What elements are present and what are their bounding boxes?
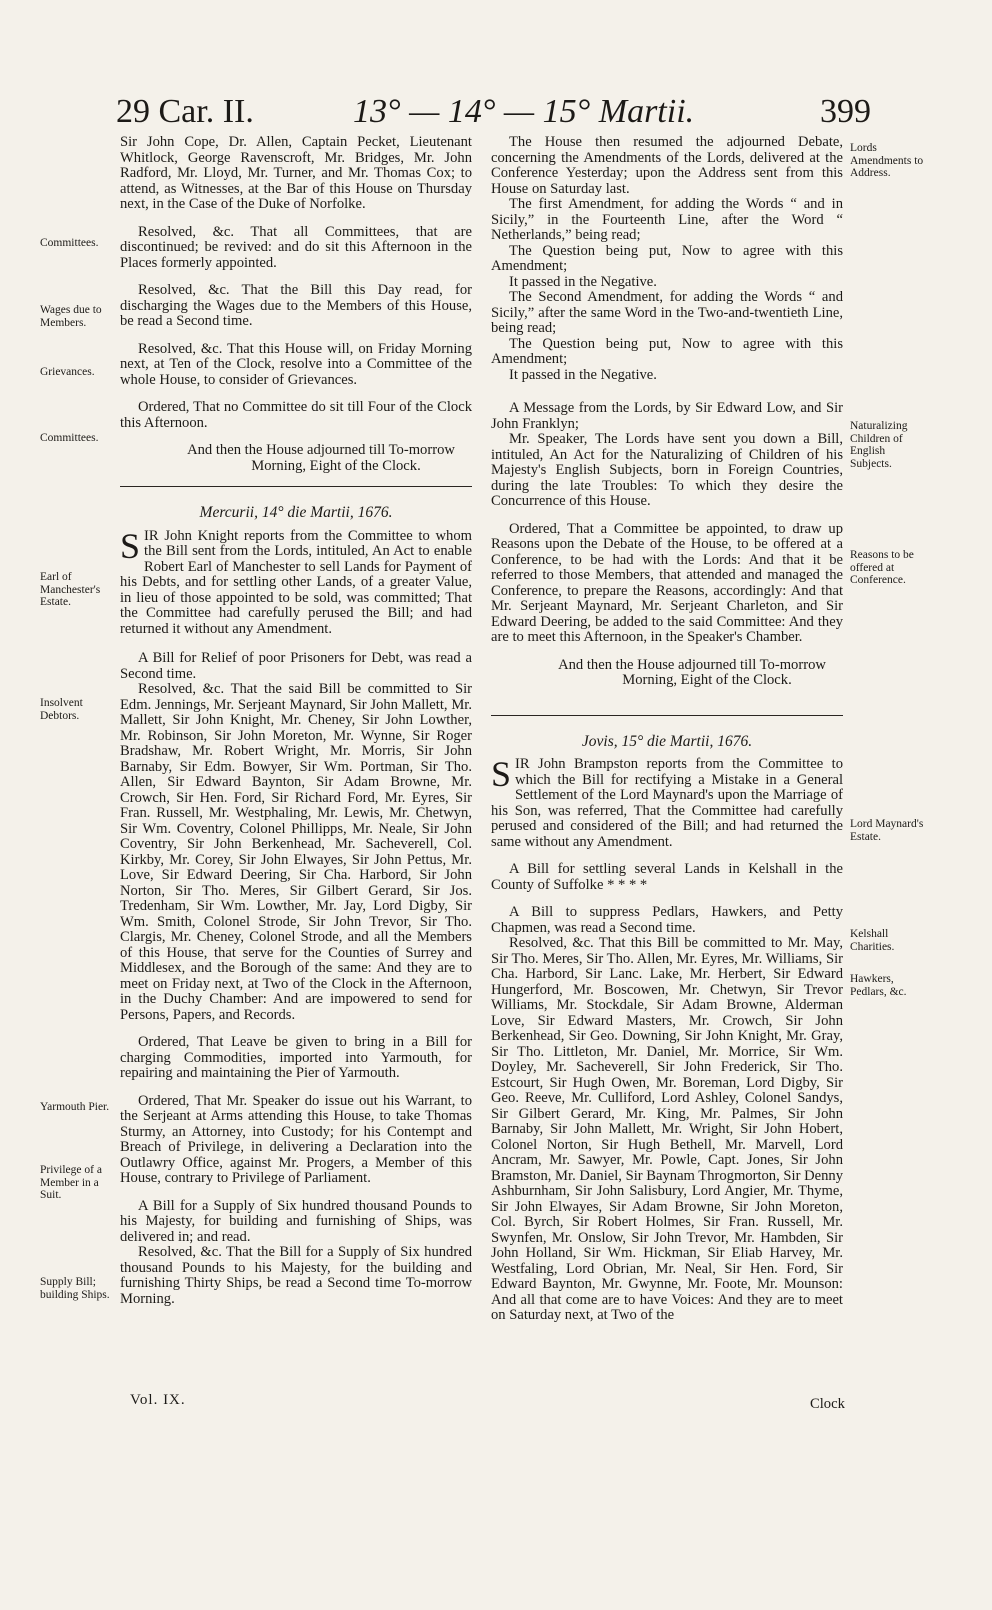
margin-note: Kelshall Charities. <box>850 928 895 953</box>
margin-note: Reasons to be offered at Conference. <box>850 549 914 586</box>
margin-note: Lord Maynard's Estate. <box>850 818 924 843</box>
margin-note: Insolvent Debtors. <box>40 697 83 722</box>
running-header <box>0 92 992 136</box>
adjournment: And then the House adjourned till To-morrow Morning, Eight of the Clock. <box>558 656 826 688</box>
margin-note: Hawkers, Pedlars, &c. <box>850 973 907 998</box>
paragraph: A Bill for settling several Lands in Kelshall in the County of Suffolke * * * * <box>491 861 843 893</box>
paragraph: The Question being put, Now to agree with this Amendment; <box>491 242 843 274</box>
margin-note: Yarmouth Pier. <box>40 1101 110 1113</box>
margin-note: Wages due to Members. <box>40 304 102 329</box>
adjournment: And then the House adjourned till To-morrow Morning, Eight of the Clock. <box>187 442 455 474</box>
paragraph: The Second Amendment, for adding the Words “ and Sicily,” after the same Word in the Two-and-twentieth Line, being read; <box>491 289 843 336</box>
left-column <box>120 135 472 1319</box>
paragraph: It passed in the Negative. <box>509 366 657 383</box>
margin-note: Naturalizing Children of English Subjects. <box>850 420 908 470</box>
paragraph: Ordered, That a Committee be appointed, to draw up Reasons upon the Debate of the House, to be offered at a Conference, to be had with the Lords: And that it be referred to those Members, that attended and managed the Conference, to prepare the Reasons, accordingly: And that Mr. Serjeant Maynard, Mr. Serjeant Charleton, and Sir Edward Deering, be added to the said Committee: And they are to meet this Afternoon, in the Speaker's Chamber. <box>491 520 843 645</box>
paragraph: A Bill for a Supply of Six hundred thousand Pounds to his Majesty, for building and furnishing of Ships, was delivered in; and read. <box>120 1197 472 1245</box>
margin-note: Grievances. <box>40 366 95 378</box>
margin-note: Privilege of a Member in a Suit. <box>40 1164 102 1201</box>
margin-note: Earl of Manchester's Estate. <box>40 571 101 608</box>
paragraph: Resolved, &c. That all Committees, that are discontinued; be revived: and do sit this Afternoon in the Places formerly appointed. <box>120 223 472 271</box>
paragraph: IR John Brampston reports from the Committee to which the Bill for rectifying a Mistake in a General Settlement of the Lord Maynard's upon the Marriage of his Son, was referred, That the Committee had carefully perused and considered of the Bill; and had returned the same without any Amendment. <box>491 756 843 850</box>
paragraph: Resolved, &c. That the said Bill be committed to Sir Edm. Jennings, Mr. Serjeant Maynard, Sir John Mallett, Mr. Mallett, Sir John Knight, Mr. Cheney, Sir John Lowther, Mr. Robinson, Sir John Moreton, Mr. Wynne, Sir Roger Bradshaw, Mr. Robert Wright, Mr. Morris, Sir John Barnaby, Sir Edm. Bowyer, Sir Wm. Portman, Sir Tho. Allen, Sir Edward Baynton, Sir Adam Browne, Mr. Crowch, Sir Hen. Ford, Sir Richard Ford, Mr. Eyres, Sir Fran. Russell, Mr. Westphaling, Mr. Lewis, Mr. Chetwyn, Sir Wm. Coventry, Colonel Phillipps, Mr. Neale, Sir John Coventry, Sir John Berkenhead, Mr. Sacheverell, Col. Kirkby, Mr. Corey, Sir John Elwayes, Sir John Pettus, Mr. Love, Sir Edward Deering, Sir Cha. Harbord, Sir John Norton, Sir Tho. Meres, Sir Gilbert Gerard, Sir Jos. Tredenham, Sir Wm. Lowther, Mr. Jay, Lord Digby, Sir Wm. Smith, Colonel Strode, Sir John Trevor, Sir Tho. Clargis, Mr. Cheney, Colonel Strode, and all the Members of this House, that serve for the Counties of Surrey and Middlesex, and the Borough of the same: And they are to meet on Friday next, at Two of the Clock in the Afternoon, in the Duchy Chamber: And are impowered to send for Persons, Papers, and Records. <box>120 681 472 1023</box>
catchword: Clock <box>810 1396 845 1412</box>
page-number: 399 <box>820 93 871 130</box>
paragraph: Resolved, &c. That this Bill be committed to Mr. May, Sir Tho. Meres, Sir Tho. Allen, Mr. Eyres, Mr. Williams, Sir Cha. Harbord, Sir Lanc. Lake, Mr. Herbert, Sir Edward Hungerford, Mr. Boscowen, Mr. Chetwyn, Sir Trevor Williams, Mr. Stockdale, Sir Adam Browne, Alderman Love, Sir Edward Masters, Mr. Crowch, Sir John Berkenhead, Sir Geo. Downing, Sir John Knight, Mr. Gray, Sir Tho. Littleton, Mr. Daniel, Mr. Morrice, Sir Wm. Doyley, Mr. Sacheverell, Sir John Frederick, Sir Tho. Estcourt, Sir Hugh Owen, Mr. Boreman, Lord Digby, Sir Geo. Reeve, Mr. Culliford, Lord Ashley, Colonel Sandys, Sir Gilbert Gerard, Mr. King, Mr. Palmes, Sir John Barnaby, Sir John Mallett, Mr. Wright, Sir John Hobert, Colonel Norton, Sir Hugh Bethell, Mr. Marvell, Lord Ancram, Mr. Sawyer, Mr. Powle, Capt. Jones, Sir John Bramston, Mr. Daniel, Sir Baynam Throgmorton, Sir Denny Ashburnham, Sir John Salisbury, Lord Angier, Mr. Thyme, Sir John Elwayes, Sir Adam Browne, Sir John Moreton, Col. Byrch, Sir Robert Holmes, Sir Fran. Russell, Mr. Swynfen, Mr. Onslow, Sir John Trevor, Mr. Hambden, Sir John Holland, Sir Wm. Hickman, Sir Eliab Harvey, Mr. Westfaling, Lord Obrian, Mr. Neal, Sir Hen. Ford, Sir Edward Baynton, Mr. Gwynne, Mr. Foote, Mr. Mounson: And all that come are to have Voices: And they are to meet on Saturday next, at Two of the <box>491 935 843 1323</box>
drop-cap: S <box>120 525 141 566</box>
paragraph: It passed in the Negative. <box>509 273 657 290</box>
right-column <box>491 135 843 1336</box>
date-heading: Mercurii, 14° die Martii, 1676. <box>199 504 393 521</box>
paragraph: A Message from the Lords, by Sir Edward Low, and Sir John Franklyn; <box>491 400 843 432</box>
margin-note: Committees. <box>40 432 99 444</box>
header-dates: 13° — 14° — 15° Martii. <box>353 93 695 130</box>
paragraph: Resolved, &c. That the Bill this Day read, for discharging the Wages due to the Members of this House, be read a Second time. <box>120 282 472 329</box>
paragraph: Resolved, &c. That this House will, on Friday Morning next, at Ten of the Clock, resolve into a Committee of the whole House, to consider of Grievances. <box>120 340 472 388</box>
paragraph: IR John Knight reports from the Committee to whom the Bill sent from the Lords, intituled, An Act to enable Robert Earl of Manchester to sell Lands for Payment of his Debts, and for settling other Lands, of a greater Value, in lieu of those appointed to be sold, was committed; That the Committee had carefully perused the Bill; and had returned it without any Amendment. <box>120 527 472 637</box>
date-heading: Jovis, 15° die Martii, 1676. <box>581 732 753 750</box>
paragraph: Sir John Cope, Dr. Allen, Captain Pecket, Lieutenant Whitlock, George Ravenscroft, Mr. Bridges, Mr. John Radford, Mr. Lloyd, Mr. Turner, and Mr. Thomas Cox; to attend, as Witnesses, at the Bar of this House on Thursday next, in the Case of the Duke of Norfolke. <box>120 134 472 212</box>
paragraph: The Question being put, Now to agree with this Amendment; <box>491 335 843 367</box>
header-regnal-year: 29 Car. II. <box>116 93 254 130</box>
paragraph: Ordered, That Leave be given to bring in a Bill for charging Commodities, imported into Yarmouth, for repairing and maintaining the Pier of Yarmouth. <box>120 1034 472 1081</box>
volume-signature: Vol. IX. <box>130 1392 186 1408</box>
section-rule <box>120 486 472 487</box>
paragraph: Resolved, &c. That the Bill for a Supply of Six hundred thousand Pounds to his Majesty, for the building and furnishing Thirty Ships, be read a Second time To-morrow Morning. <box>120 1244 472 1307</box>
paragraph: Ordered, That no Committee do sit till Four of the Clock this Afternoon. <box>120 399 472 431</box>
margin-note: Committees. <box>40 237 99 249</box>
paragraph: Mr. Speaker, The Lords have sent you down a Bill, intituled, An Act for the Naturalizing of Children of his Majesty's English Subjects, born in Foreign Countries, during the late Troubles: To which they desire the Concurrence of this House. <box>491 431 843 509</box>
paragraph: The House then resumed the adjourned Debate, concerning the Amendments of the Lords, delivered at the Conference Yesterday; upon the Address sent from this House on Saturday last. <box>491 134 843 197</box>
paragraph: The first Amendment, for adding the Words “ and in Sicily,” in the Fourteenth Line, after the Word “ Netherlands,” being read; <box>491 196 843 243</box>
margin-note: Supply Bill; building Ships. <box>40 1276 110 1301</box>
section-rule <box>491 715 843 716</box>
paragraph: A Bill to suppress Pedlars, Hawkers, and Petty Chapmen, was read a Second time. <box>491 904 843 936</box>
drop-cap: S <box>491 754 512 794</box>
paragraph: Ordered, That Mr. Speaker do issue out his Warrant, to the Serjeant at Arms attending this House, to take Thomas Sturmy, an Attorney, into Custody; for his Contempt and Breach of Privilege, in delivering a Declaration into the Outlawry Office, against Mr. Progers, a Member of this House, contrary to Privilege of Parliament. <box>120 1092 472 1186</box>
paragraph: A Bill for Relief of poor Prisoners for Debt, was read a Second time. <box>120 650 472 682</box>
margin-note: Lords Amendments to Address. <box>850 142 924 179</box>
